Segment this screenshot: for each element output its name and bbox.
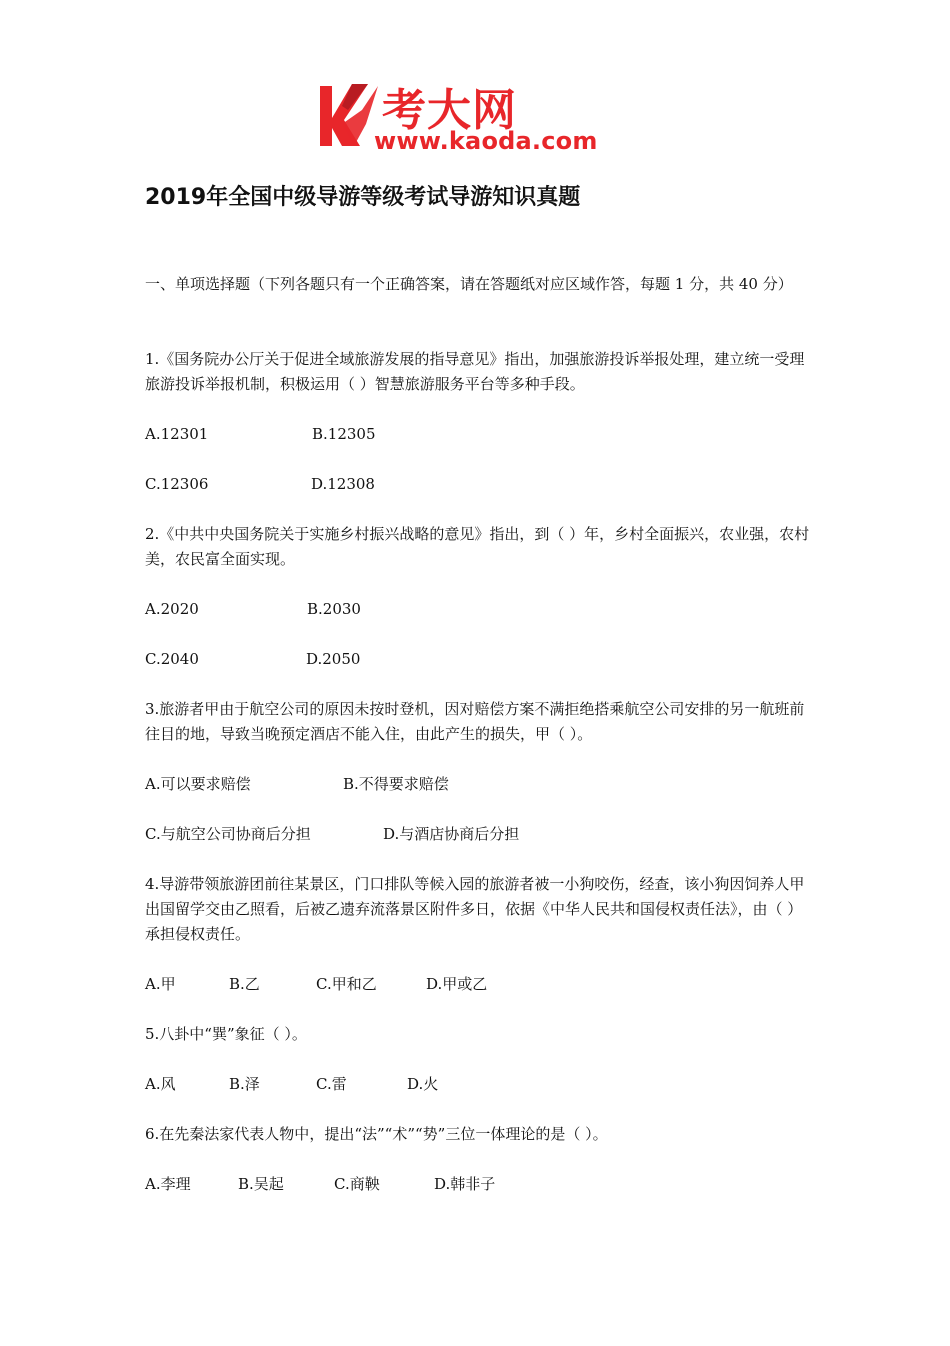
option-b: B.泽 [229,1075,260,1093]
question-3-text: 3.旅游者甲由于航空公司的原因未按时登机，因对赔偿方案不满拒绝搭乘航空公司安排的另一航班前往目的地，导致当晚预定酒店不能入住，由此产生的损失，甲（ ）。 [145,700,805,743]
question-6-text: 6.在先秦法家代表人物中，提出“法”“术”“势”三位一体理论的是（ ）。 [145,1125,608,1143]
option-c: C.2040 [145,650,199,668]
option-c: C.甲和乙 [316,975,377,993]
option-a: A.李理 [145,1175,191,1193]
option-c: C.与航空公司协商后分担 [145,825,311,843]
option-d: D.火 [407,1075,439,1093]
option-b: B.不得要求赔偿 [343,775,449,793]
option-a: A.可以要求赔偿 [145,775,251,793]
option-b: B.12305 [312,425,376,443]
option-a: A.2020 [145,600,199,618]
option-c: C.商鞅 [334,1175,380,1193]
kaoda-logo[interactable] [318,80,648,160]
option-d: D.与酒店协商后分担 [383,825,520,843]
option-c: C.雷 [316,1075,347,1093]
question-4-text: 4.导游带领旅游团前往某景区，门口排队等候入园的旅游者被一小狗咬伤，经查，该小狗因饲养人甲出国留学交由乙照看，后被乙遗弃流落景区附件多日，依据《中华人民共和国侵权责任法》，由（ ）承担侵权责任。 [145,875,805,943]
option-d: D.韩非子 [434,1175,496,1193]
option-a: A.风 [145,1075,176,1093]
question-2-text: 2.《中共中央国务院关于实施乡村振兴战略的意见》指出，到（ ）年，乡村全面振兴，农业强，农村美，农民富全面实现。 [145,525,810,568]
option-d: D.2050 [306,650,361,668]
option-d: D.甲或乙 [426,975,488,993]
logo-url-text: www.kaoda.com [374,127,598,155]
page-title: 2019年全国中级导游等级考试导游知识真题 [145,185,581,210]
question-5-text: 5.八卦中“巽”象征（ ）。 [145,1025,307,1043]
option-a: A.12301 [145,425,209,443]
option-b: B.乙 [229,975,260,993]
logo-brand-text: 考大网 [382,85,517,136]
option-b: B.吴起 [238,1175,284,1193]
option-a: A.甲 [145,975,176,993]
question-1-text: 1.《国务院办公厅关于促进全域旅游发展的指导意见》指出，加强旅游投诉举报处理，建立统一受理旅游投诉举报机制，积极运用（ ）智慧旅游服务平台等多种手段。 [145,350,805,393]
option-d: D.12308 [311,475,375,493]
option-c: C.12306 [145,475,209,493]
option-b: B.2030 [307,600,361,618]
k-logo-mark-icon [318,80,382,150]
section-header: 一、单项选择题（下列各题只有一个正确答案，请在答题纸对应区域作答，每题 1 分，共 40 分） [145,275,793,293]
